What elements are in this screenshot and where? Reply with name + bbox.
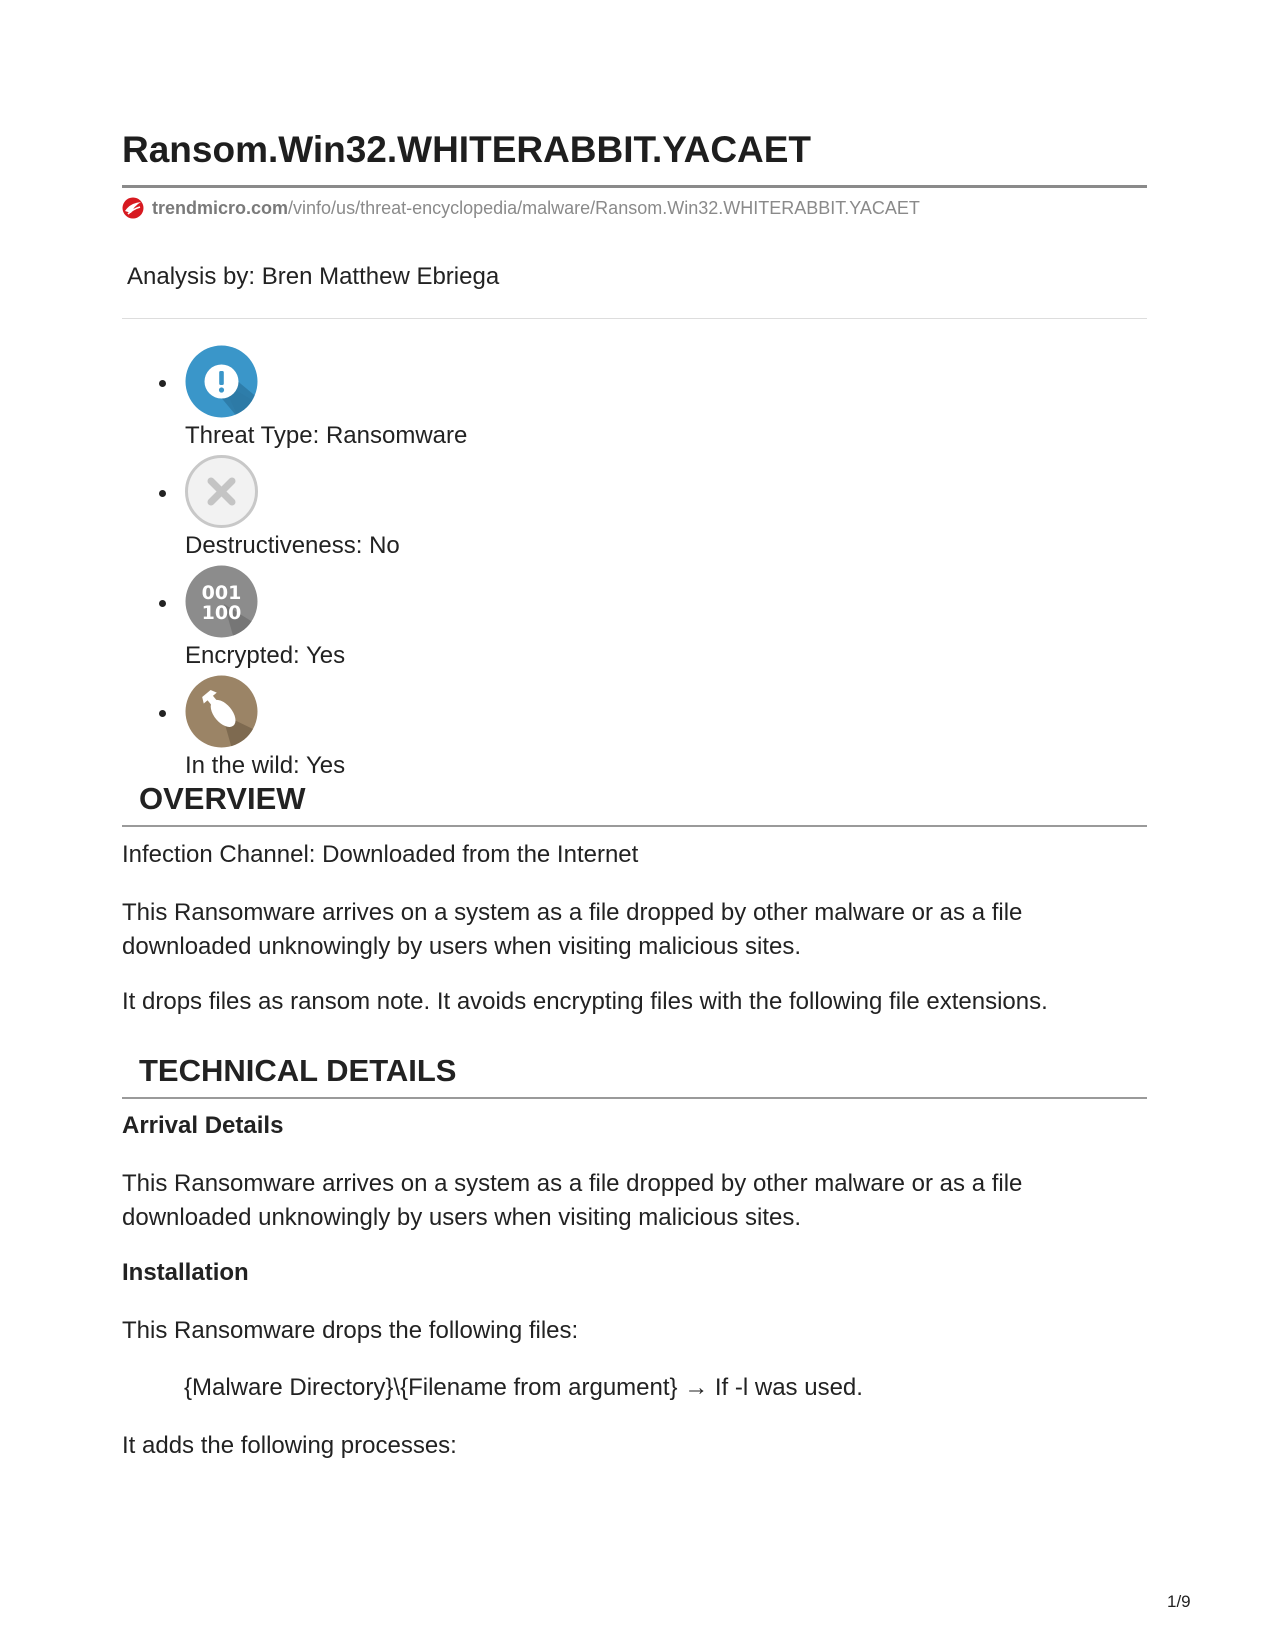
- arrival-paragraph: This Ransomware arrives on a system as a file dropped by other malware or as a file downloaded unknowingly by users when visiting malicious sites.: [122, 1170, 1023, 1231]
- bullet: [159, 490, 166, 497]
- installation-heading: Installation: [122, 1259, 249, 1286]
- x-mark-icon: [184, 454, 259, 529]
- technical-details-heading: TECHNICAL DETAILS: [139, 1053, 457, 1088]
- analysis-author: Analysis by: Bren Matthew Ebriega: [127, 263, 500, 290]
- page-number: 1/9: [1167, 1592, 1191, 1611]
- list-item: [122, 674, 722, 784]
- threat-type-label: Threat Type: Ransomware: [185, 422, 468, 449]
- dropped-file-entry: {Malware Directory}\{Filename from argument} → If -l was used.: [184, 1374, 863, 1401]
- bullet: [159, 600, 166, 607]
- drops-paragraph: This Ransomware drops the following files:: [122, 1317, 579, 1344]
- trendmicro-logo-icon: [122, 197, 144, 219]
- binary-icon: [184, 564, 259, 639]
- threat-attributes-list: [122, 344, 722, 784]
- title-divider: [122, 185, 1147, 188]
- source-path: /vinfo/us/threat-encyclopedia/malware/Ransom.Win32.WHITERABBIT.YACAET: [288, 197, 920, 218]
- source-url[interactable]: [122, 197, 920, 219]
- encrypted-label: Encrypted: Yes: [185, 642, 346, 669]
- list-item: [122, 564, 722, 674]
- processes-paragraph: It adds the following processes:: [122, 1432, 457, 1459]
- svg-text:001: 001: [201, 582, 242, 604]
- bullet: [159, 710, 166, 717]
- overview-divider: [122, 825, 1147, 827]
- overview-heading: OVERVIEW: [139, 781, 306, 816]
- overview-paragraph-2: It drops files as ransom note. It avoids encrypting files with the following file extensions.: [122, 988, 1048, 1015]
- bomb-icon: [184, 674, 259, 749]
- bullet: [159, 380, 166, 387]
- destructiveness-label: Destructiveness: No: [185, 532, 400, 559]
- list-item: [122, 454, 722, 564]
- source-domain: trendmicro.com: [152, 197, 289, 218]
- list-item: [122, 344, 722, 454]
- technical-divider: [122, 1097, 1147, 1099]
- arrival-details-heading: Arrival Details: [122, 1112, 284, 1139]
- infection-channel: Infection Channel: Downloaded from the Internet: [122, 841, 639, 868]
- svg-text:100: 100: [201, 602, 242, 624]
- header-divider: [122, 318, 1147, 319]
- overview-paragraph: This Ransomware arrives on a system as a file dropped by other malware or as a file downloaded unknowingly by users when visiting malicious sites.: [122, 899, 1023, 960]
- exclamation-icon: [184, 344, 259, 419]
- in-the-wild-label: In the wild: Yes: [185, 752, 346, 779]
- page-title: Ransom.Win32.WHITERABBIT.YACAET: [122, 129, 812, 170]
